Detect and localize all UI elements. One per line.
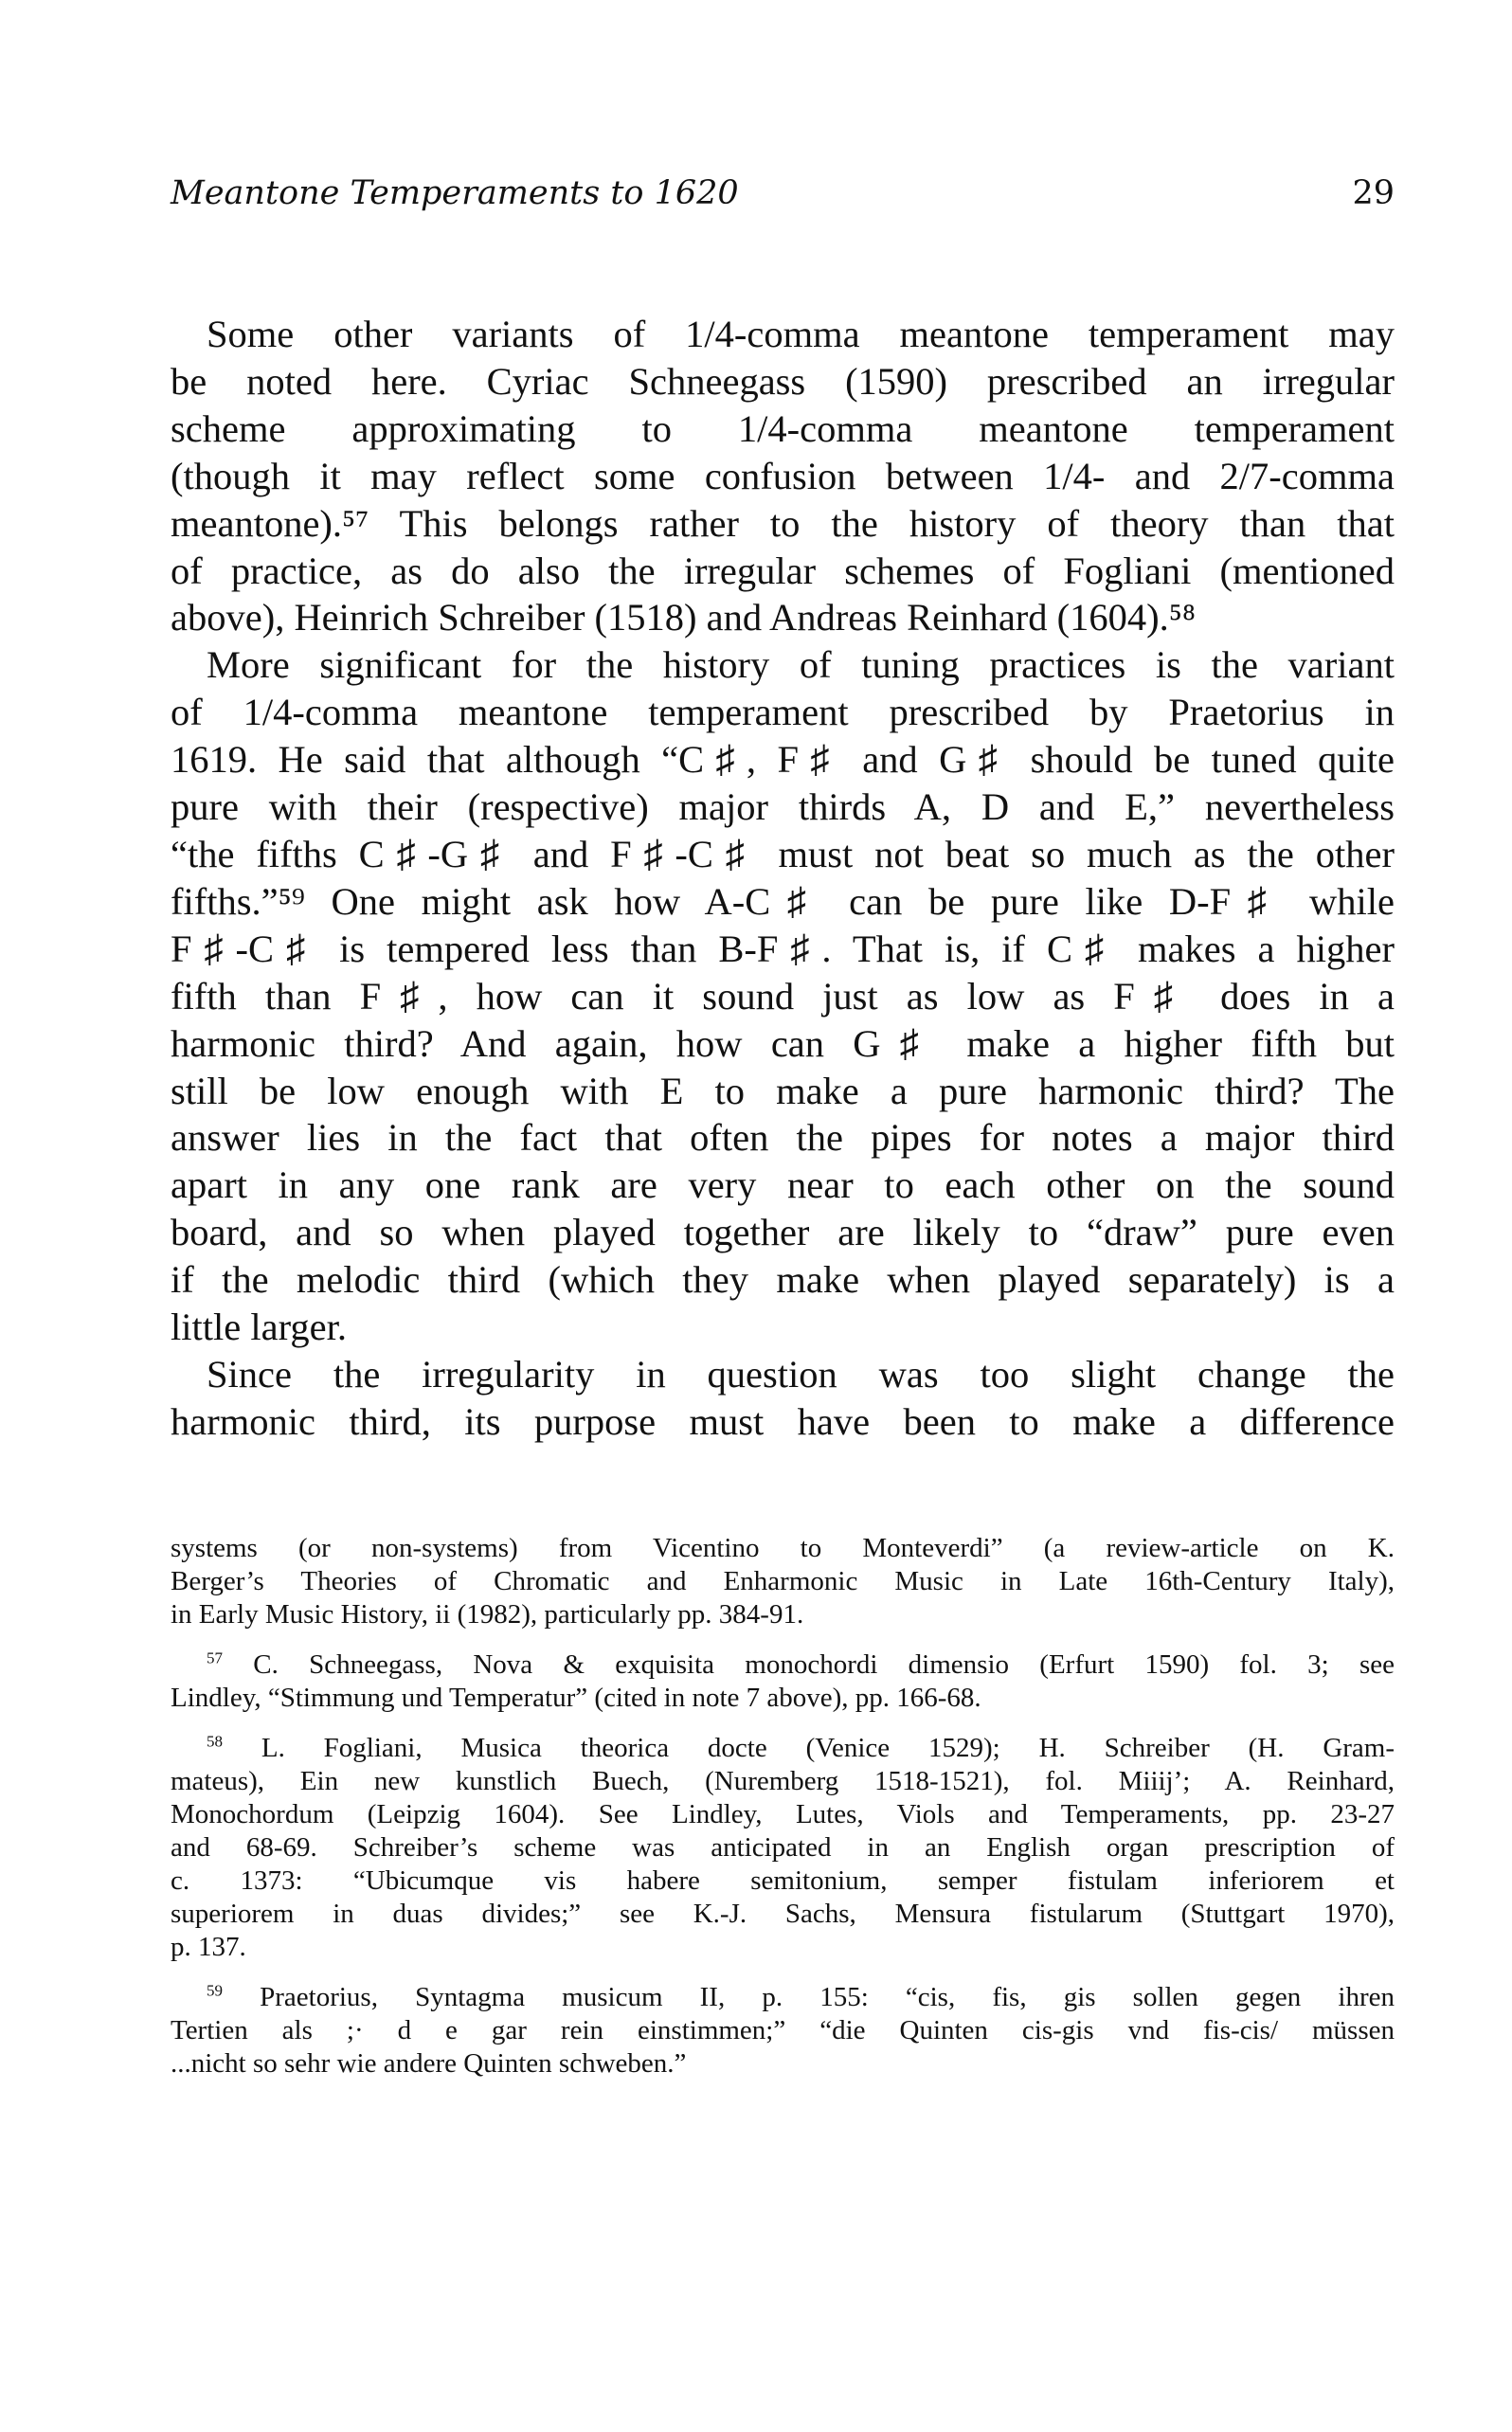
footnote-line: c. 1373: “Ubicumque vis habere semitonium, semper fistulam inferiorem et (171, 1865, 1395, 1896)
body-line: (though it may reflect some confusion between 1/4- and 2/7-comma (171, 454, 1395, 497)
body-line: fifth than F♯, how can it sound just as low as F♯ does in a (171, 974, 1395, 1018)
running-header (171, 174, 1395, 222)
body-line: harmonic third, its purpose must have been to make a difference (171, 1399, 1395, 1443)
body-line: pure with their (respective) major thirds A, D and E,” nevertheless (171, 785, 1395, 829)
footnote-line: p. 137. (171, 1932, 246, 1962)
footnote-text: C. Schneegass, Nova & exquisita monochordi dimensio (Erfurt 1590) fol. 3; see (253, 1649, 1395, 1680)
body-line: scheme approximating to 1/4-comma meantone temperament (171, 406, 1395, 450)
body-line: F♯-C♯ is tempered less than B-F♯. That is, if C♯ makes a higher (171, 927, 1395, 970)
body-line: “the fifths C♯-G♯ and F♯-C♯ must not beat so much as the other (171, 832, 1395, 875)
body-line: above), Heinrich Schreiber (1518) and Andreas Reinhard (1604).⁵⁸ (171, 596, 1197, 640)
footnote-59 (171, 1981, 1395, 2081)
body-line: fifths.”⁵⁹ One might ask how A-C♯ can be pure like D-F♯ while (171, 879, 1395, 923)
footnote-line: and 68-69. Schreiber’s scheme was anticipated in an English organ prescription of (171, 1832, 1395, 1863)
footnote-text: Praetorius, Syntagma musicum II, p. 155: “cis, fis, gis sollen gegen ihren (260, 1982, 1395, 2012)
footnote-line (171, 1732, 1395, 1765)
footnote-continuation (171, 1532, 1395, 1631)
footnote-line (171, 1981, 1395, 2014)
footnote-line: superiorem in duas divides;” see K.-J. Sachs, Mensura fistularum (Stuttgart 1970), (171, 1899, 1395, 1929)
footnote-line: mateus), Ein new kunstlich Buech, (Nuremberg 1518-1521), fol. Miiij’; A. Reinhard, (171, 1766, 1395, 1796)
body-line: if the melodic third (which they make when played separately) is a (171, 1258, 1395, 1302)
footnote-line: ...nicht so sehr wie andere Quinten schweben.” (171, 2048, 687, 2079)
running-title: Meantone Temperaments to 1620 (171, 174, 739, 212)
footnote-line: Tertien als ;· d e gar rein einstimmen;” “die Quinten cis-gis vnd fis-cis/ müssen (171, 2015, 1395, 2045)
body-line: be noted here. Cyriac Schneegass (1590) prescribed an irregular (171, 359, 1395, 403)
footnote-line: in Early Music History, ii (1982), particularly pp. 384-91. (171, 1599, 804, 1630)
footnotes (171, 1532, 1395, 2098)
footnote-line: Monochordum (Leipzig 1604). See Lindley, Lutes, Viols and Temperaments, pp. 23-27 (171, 1799, 1395, 1829)
footnote-58 (171, 1732, 1395, 1964)
body-line: apart in any one rank are very near to each other on the sound (171, 1163, 1395, 1207)
body-line: of practice, as do also the irregular schemes of Fogliani (mentioned (171, 549, 1395, 592)
footnote-text: L. Fogliani, Musica theorica docte (Venice 1529); H. Schreiber (H. Gram- (261, 1733, 1395, 1763)
page-number: 29 (1352, 174, 1395, 212)
body-text (171, 311, 1395, 1446)
footnote-57 (171, 1648, 1395, 1715)
body-line: meantone).⁵⁷ This belongs rather to the history of theory than that (171, 501, 1395, 545)
body-line: board, and so when played together are likely to “draw” pure even (171, 1211, 1395, 1254)
body-line: of 1/4-comma meantone temperament prescribed by Praetorius in (171, 691, 1395, 734)
body-line: little larger. (171, 1306, 347, 1349)
footnote-line: systems (or non-systems) from Vicentino to Monteverdi” (a review-article on K. (171, 1533, 1395, 1563)
footnote-mark: 59 (207, 1981, 223, 2000)
body-line: harmonic third? And again, how can G♯ make a higher fifth but (171, 1021, 1395, 1065)
footnote-line: Lindley, “Stimmung und Temperatur” (cited in note 7 above), pp. 166-68. (171, 1683, 981, 1713)
body-line: Since the irregularity in question was too slight change the (207, 1352, 1395, 1396)
body-line: 1619. He said that although “C♯, F♯ and G♯ should be tuned quite (171, 738, 1395, 782)
footnote-mark: 57 (207, 1648, 223, 1667)
footnote-line (171, 1648, 1395, 1682)
footnote-line: Berger’s Theories of Chromatic and Enharmonic Music in Late 16th-Century Italy), (171, 1566, 1395, 1596)
body-line: Some other variants of 1/4-comma meantone temperament may (207, 313, 1395, 355)
footnote-mark: 58 (207, 1732, 223, 1751)
body-line: More significant for the history of tuning practices is the variant (207, 643, 1395, 687)
body-line: still be low enough with E to make a pure harmonic third? The (171, 1069, 1395, 1112)
body-line: answer lies in the fact that often the pipes for notes a major third (171, 1116, 1395, 1160)
